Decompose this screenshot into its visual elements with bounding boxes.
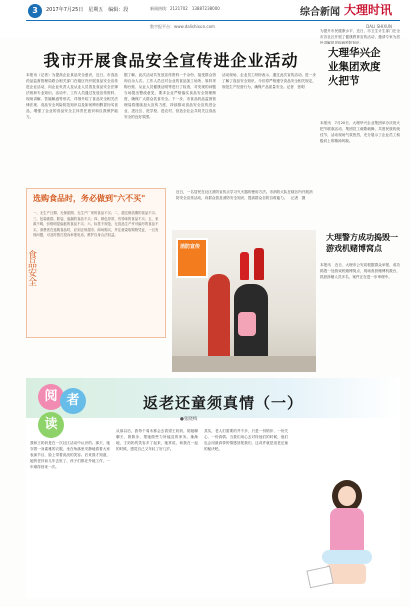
handbag <box>238 312 256 336</box>
section-name: 综合新闻 <box>300 7 340 18</box>
floor <box>172 356 316 372</box>
website-url: 数字报平台：www.dalishixun.com <box>150 24 215 29</box>
reader-badge-zhe: 者 <box>60 388 86 414</box>
newspaper-logo: 大理时讯 <box>343 3 392 17</box>
reading-girl-illustration <box>306 468 394 592</box>
page-number: 3 <box>28 4 42 18</box>
shopping-tips-text: 一、无生产日期、无保质期、无生产厂家的食品不买；二、超过保质期的食品不买；三、包装破损、胀袋、渗漏的食品不买；四、颜色异常、有异味的食品不买；五、来源不明、价格明显偏低的食品不买；六、标签不规范、无食品生产许可编号的食品不买。消费者在选购食品时，应到正规超市、商场购买，并注意索取购物凭证，一旦发现问题，可及时拨打投诉举报电话，维护自身合法权益。 <box>33 211 159 237</box>
news-hotline: 新闻热线：2121702 13887238000 <box>150 6 220 11</box>
food-safety-deco-text: 食品安全 <box>26 250 36 286</box>
promo-board-text: 消防宣传 <box>180 244 201 250</box>
girl-shirt <box>330 508 364 554</box>
photo-caption: 近日，一名居民在社区消防宣传点学习灭火器的使用方法。市消防大队在辖区内开展消防安全宣传活动，向群众普及消防安全知识，提高群众自防自救能力。 记者 摄 <box>176 190 313 200</box>
side-col-intro: 为提升市民健康水平，近日，市卫生计生部门在全市各社区开展了健康教育宣传活动，邀请专家为居民讲解常见疾病预防知识。 <box>320 29 400 44</box>
main-article-col1: 本报讯（记者）为提高企业食品安全意识，近日，市食品药品监督管理局联合相关部门在辖区内开展食品安全宣传进企业活动，向企业负责人及从业人员普及食品安全法律法规和专业知识。活动中，工作人员通过发放宣传资料、现场讲解、答疑解惑等形式，详细介绍了食品安全相关法律法规、食品安全风险防范知识以及如何辨别假冒伪劣食品，增强了企业的食品安全主体责任意识和自我保护能力。 <box>26 73 118 119</box>
reader-article-title: 返老还童须真情（一） <box>142 394 303 412</box>
shopping-tips-title: 选购食品时，务必做到"六不买" <box>33 194 146 203</box>
girl-face <box>338 486 356 506</box>
fire-extinguisher-icon <box>254 248 264 280</box>
header-rule <box>26 20 400 21</box>
paper-icon <box>306 566 333 589</box>
reader-col1: 我和王奶奶是在一次社区活动中认识的。那天，她穿着一身素雅的衣服，坐在角落里安静地看着大家表演节目，脸上带着淡淡的笑容。后来我才知道，她的老伴前几年去世了，孩子们都在外地工作，一年难得回来一次。 <box>30 441 110 469</box>
reader-badge-yue: 阅 <box>38 384 64 410</box>
reader-col2: 从那以后，我每个周末都会去看望王奶奶，陪她聊聊天、散散步，帮她做些力所能及的家务。渐渐地，王奶奶的笑容多了起来，她常说，和我在一起的时候，感觉自己又年轻了好几岁。 <box>116 429 198 451</box>
newspaper-latin-name: DALI SHIXUN <box>366 24 392 29</box>
side-headline-police: 大理警方成功捣毁一游戏机赌博窝点 <box>326 232 398 253</box>
promo-board <box>176 238 208 278</box>
fire-safety-photo <box>172 230 316 372</box>
reader-badge-du: 读 <box>38 412 64 438</box>
reader-article-author: ●张晓梅 <box>180 417 198 422</box>
person-figure <box>208 274 230 360</box>
reader-col3: 其实，老人们需要的并不多，只是一份陪伴、一份关心、一份真情。当我们用心去对待他们的时候，他们也会用最真挚的情感回报我们，这或许就是返老还童的秘诀吧。 <box>204 429 288 451</box>
fire-extinguisher-icon <box>240 252 249 280</box>
main-article-col2: 据了解，此次活动共发放宣传资料一千余份，接受群众咨询百余人次。工作人员还对企业的食品加工场所、原料采购台账、从业人员健康证明等进行了检查，对发现的问题当场提出整改意见，要求企业严格落实食品安全管理制度，确保广大群众饮食安全。下一步，市食品药品监督管理局将继续加大宣传力度，持续推动食品安全宣传进企业、进社区、进学校、进农村，营造全社会共同关注食品安全的良好氛围。 <box>124 73 216 119</box>
issue-date: 2017年7月25日 星期五 编辑：段 <box>46 7 129 13</box>
main-article-title: 我市开展食品安全宣传进企业活动 <box>43 51 299 70</box>
side-story2-body: 本报讯 近日，大理市公安局根据群众举报，成功捣毁一处游戏机赌博窝点，现场查获赌博机数台，抓获涉赌人员多名，案件正在进一步审理中。 <box>320 263 400 279</box>
side-story1-body: 本报讯 7月20日，大理华兴企业集团举办庆祝火把节联欢活动，集团员工载歌载舞，共度民族传统佳节，活动现场气氛热烈，充分展示了企业员工积极向上的精神风貌。 <box>320 121 400 143</box>
girl-skirt <box>322 550 372 564</box>
side-headline-festival: 大理华兴企业集团欢度火把节 <box>328 47 381 87</box>
main-article-col3: 活动现场，企业员工纷纷表示，通过此次宣传活动，进一步了解了食品安全知识，今后将严格遵守食品安全相关规定，规范生产经营行为，确保产品质量安全。记者 张明 <box>222 73 316 89</box>
shopping-tips-box <box>26 188 166 338</box>
